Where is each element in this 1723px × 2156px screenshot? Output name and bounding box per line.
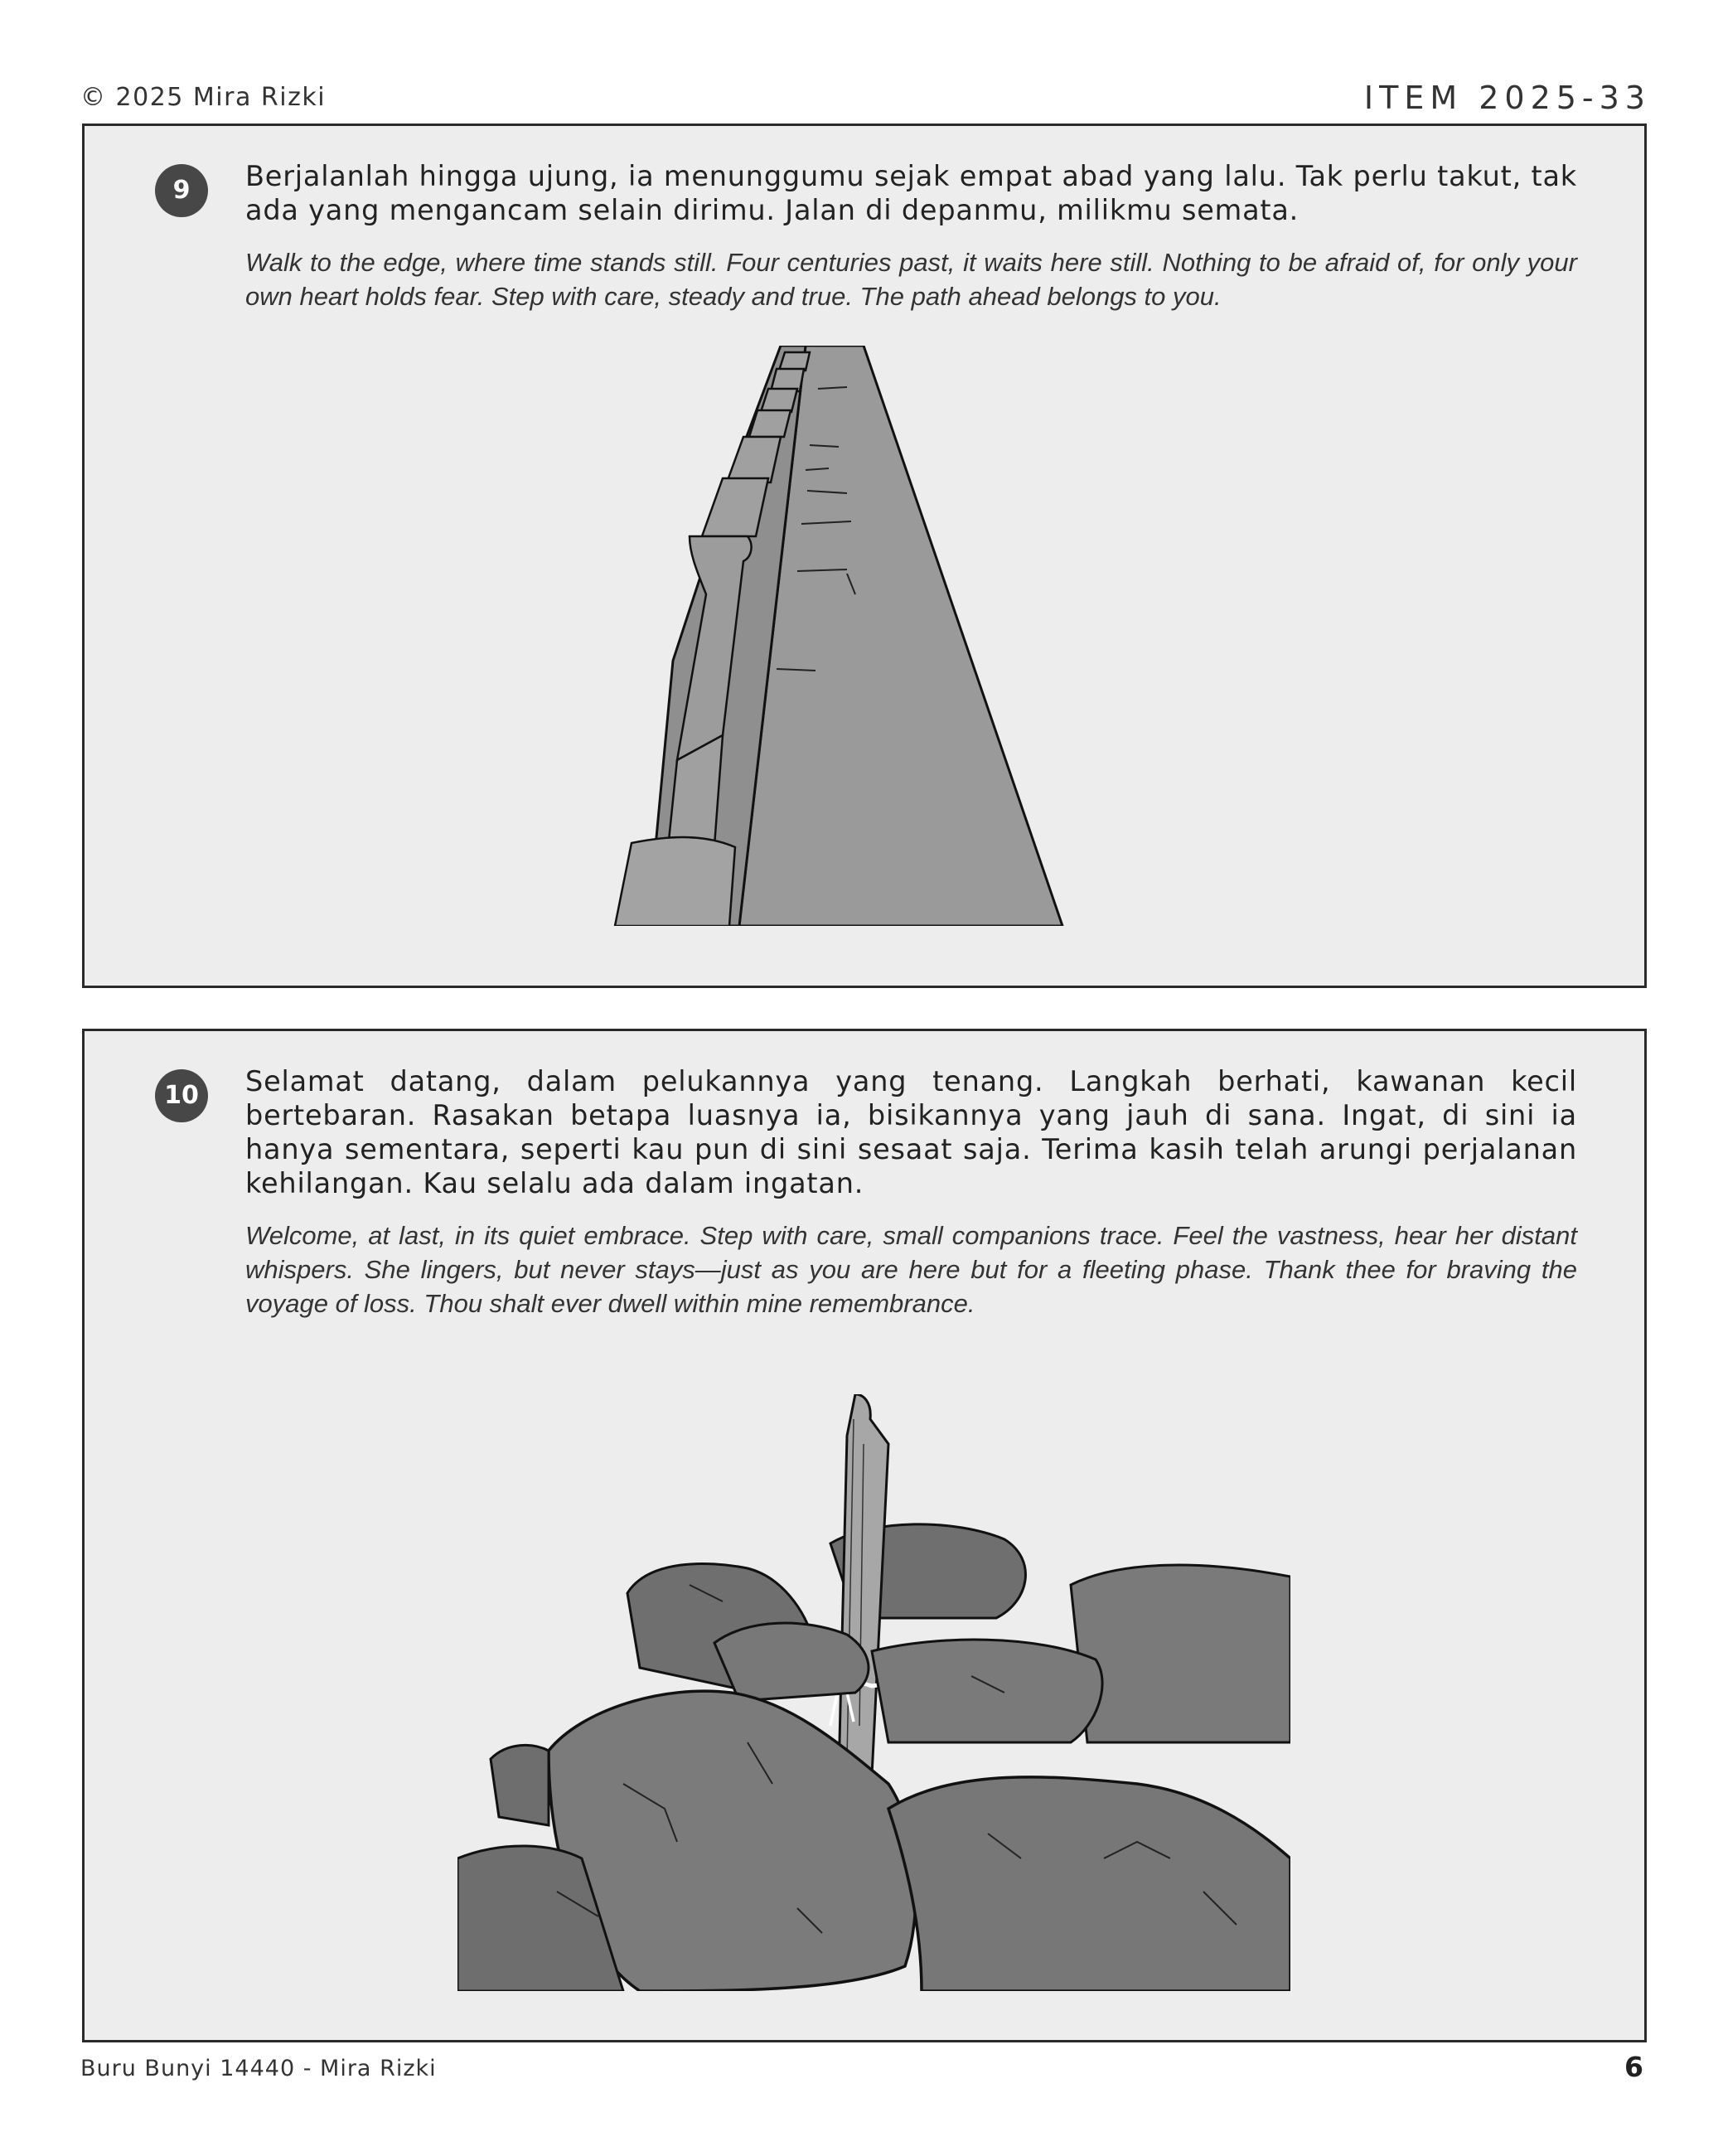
english-text: Walk to the edge, where time stands still. Four centuries past, it waits here still. Nothing to be afraid of, for only your own heart holds fear. Step with care, steady and true. The path ahead belongs to you. [245,248,1577,311]
panel-text [245,1064,1577,1320]
panel-9 [82,124,1647,988]
page-number: 6 [1624,2051,1643,2083]
stone-wall-walkway-illustration [598,346,1096,926]
copyright-notice: © 2025 Mira Rizki [80,83,327,112]
english-text: Welcome, at last, in its quiet embrace. Step with care, small companions trace. Feel the vastness, hear her distant whispers. She lingers, but never stays—just as you are here but for a fleeting phase. Thank thee for braving the voyage of loss. Thou shalt ever dwell within mine remembrance. [245,1221,1577,1318]
item-code: ITEM 2025-33 [1363,80,1651,116]
rock-cairn-illustration [457,1394,1290,1991]
indonesian-text: Selamat datang, dalam pelukannya yang tenang. Langkah berhati, kawanan kecil bertebaran. Rasakan betapa luasnya ia, bisikannya yang jauh di sana. Ingat, di sini ia hanya sementara, seperti kau pun di sini sesaat saja. Terima kasih telah arungi perjalanan kehilangan. Kau selalu ada dalam ingatan. [245,1065,1577,1199]
book-title-footer: Buru Bunyi 14440 - Mira Rizki [80,2056,437,2081]
indonesian-text: Berjalanlah hingga ujung, ia menunggumu sejak empat abad yang lalu. Tak perlu takut, tak ada yang mengancam selain dirimu. Jalan di depanmu, milikmu semata. [245,160,1577,226]
panel-10 [82,1029,1647,2042]
panel-number-badge: 9 [155,164,208,217]
panel-number-badge: 10 [155,1069,208,1122]
panel-text [245,159,1577,313]
